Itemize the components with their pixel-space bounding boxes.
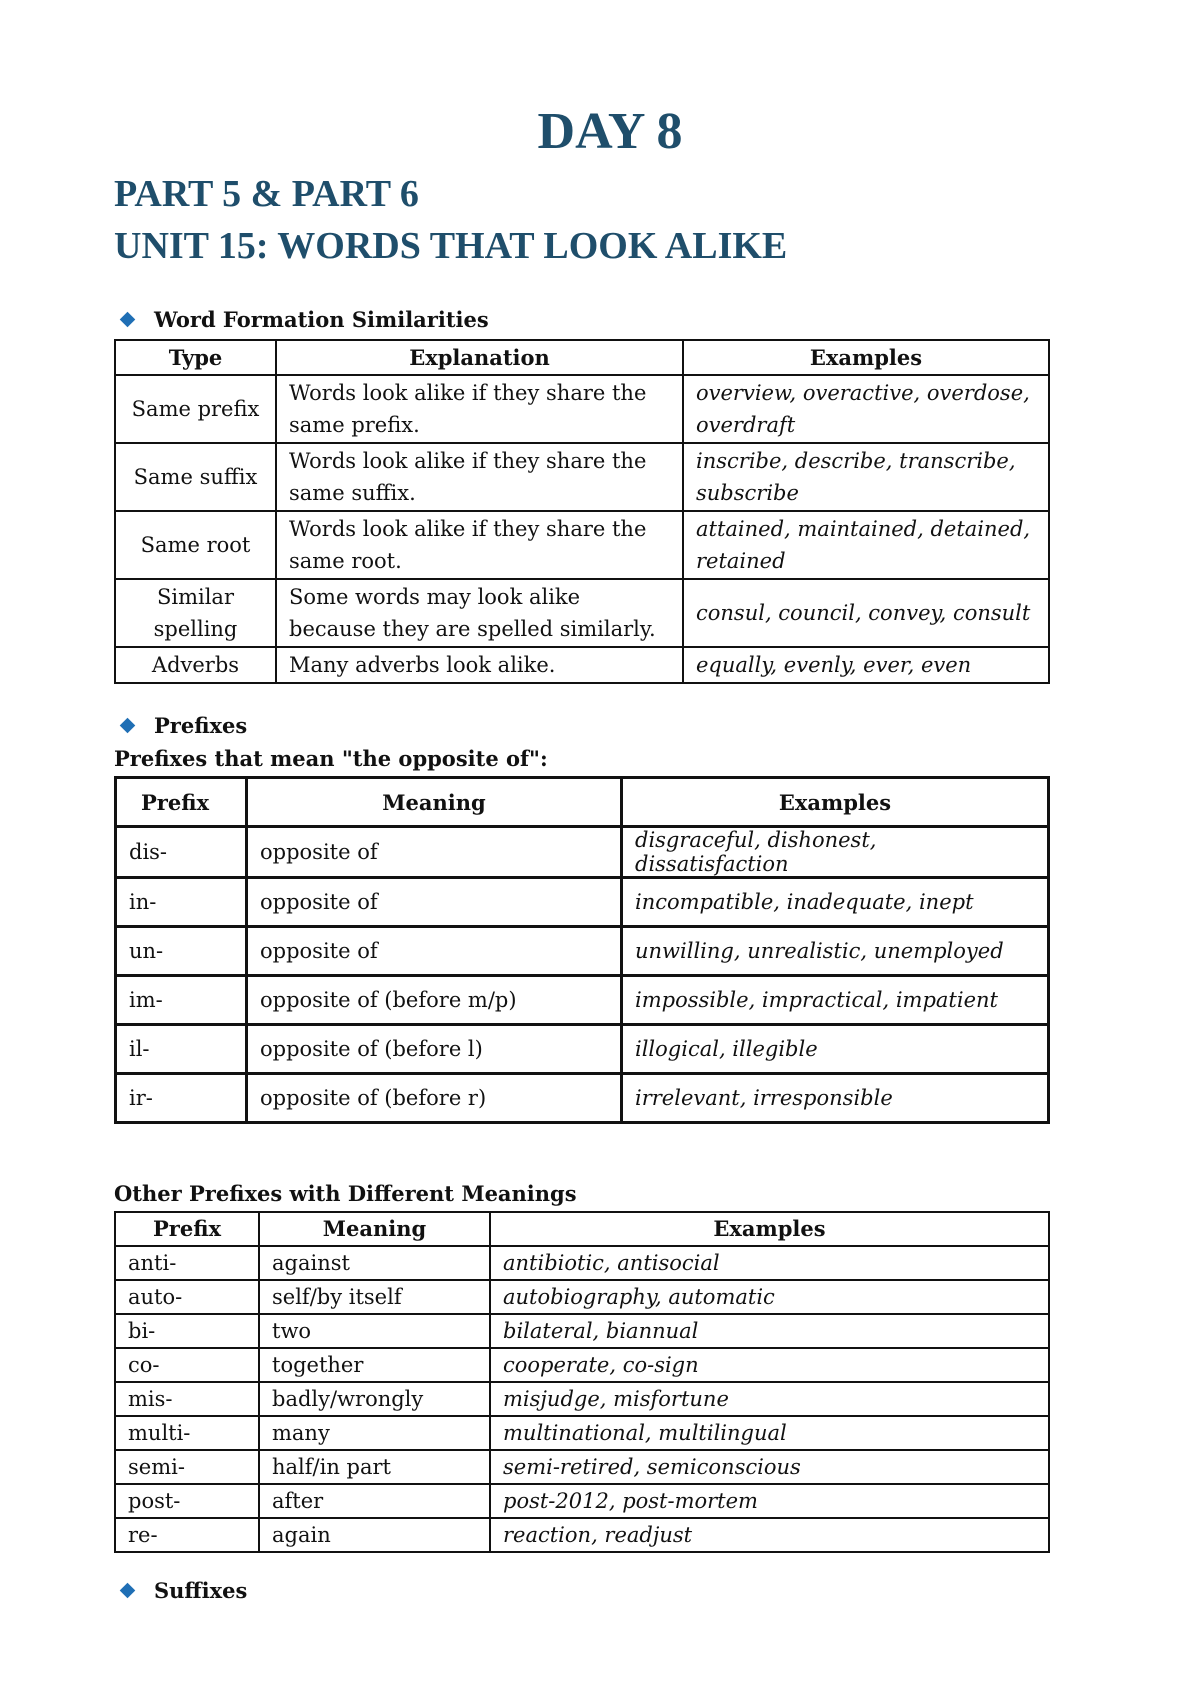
cell-examples: bilateral, biannual: [490, 1314, 1049, 1348]
cell-meaning: half/in part: [259, 1450, 490, 1484]
table-row: [116, 878, 1049, 927]
header-prefix: Prefix: [116, 778, 247, 827]
section-heading-prefixes: [122, 713, 247, 738]
cell-examples: illogical, illegible: [622, 1025, 1049, 1074]
cell-examples: multinational, multilingual: [490, 1416, 1049, 1450]
table-header-row: [115, 1212, 1049, 1246]
cell-prefix: semi-: [115, 1450, 259, 1484]
cell-examples: consul, council, convey, consult: [683, 579, 1049, 647]
cell-prefix: post-: [115, 1484, 259, 1518]
cell-type: Similar spelling: [115, 579, 276, 647]
table-row: [115, 647, 1049, 683]
cell-explanation: Words look alike if they share the same suffix.: [276, 443, 683, 511]
part-title: PART 5 & PART 6: [114, 173, 419, 215]
table-header-row: [116, 778, 1049, 827]
cell-meaning: badly/wrongly: [259, 1382, 490, 1416]
cell-prefix: bi-: [115, 1314, 259, 1348]
cell-prefix: multi-: [115, 1416, 259, 1450]
cell-prefix: im-: [116, 976, 247, 1025]
day-title: DAY 8: [537, 103, 683, 160]
opposite-prefixes-table: [114, 776, 1050, 1124]
section-heading-text: Suffixes: [154, 1578, 248, 1603]
cell-examples: misjudge, misfortune: [490, 1382, 1049, 1416]
cell-meaning: after: [259, 1484, 490, 1518]
header-examples: Examples: [683, 340, 1049, 375]
table-header-row: [115, 340, 1049, 375]
table-row: [116, 927, 1049, 976]
cell-meaning: self/by itself: [259, 1280, 490, 1314]
part-unit-title: [114, 168, 787, 272]
table-row: [115, 1348, 1049, 1382]
word-formation-table: [114, 339, 1050, 684]
cell-prefix: un-: [116, 927, 247, 976]
other-prefixes-table: [114, 1211, 1050, 1553]
header-examples: Examples: [622, 778, 1049, 827]
cell-examples: unwilling, unrealistic, unemployed: [622, 927, 1049, 976]
cell-meaning: opposite of: [247, 878, 622, 927]
table-row: [115, 579, 1049, 647]
unit-title: UNIT 15: WORDS THAT LOOK ALIKE: [114, 225, 788, 267]
cell-type: Same suffix: [115, 443, 276, 511]
table-row: [115, 375, 1049, 443]
cell-meaning: together: [259, 1348, 490, 1382]
cell-examples: antibiotic, antisocial: [490, 1246, 1049, 1280]
cell-examples: inscribe, describe, transcribe, subscribe: [683, 443, 1049, 511]
cell-examples: cooperate, co-sign: [490, 1348, 1049, 1382]
cell-meaning: opposite of: [247, 827, 622, 878]
section-heading-text: Prefixes: [154, 713, 248, 738]
header-type: Type: [115, 340, 276, 375]
table-row: [115, 1416, 1049, 1450]
cell-type: Adverbs: [115, 647, 276, 683]
diamond-bullet-icon: [120, 312, 136, 328]
table-row: [115, 1246, 1049, 1280]
cell-examples: overview, overactive, overdose, overdraft: [683, 375, 1049, 443]
header-meaning: Meaning: [247, 778, 622, 827]
cell-prefix: mis-: [115, 1382, 259, 1416]
header-prefix: Prefix: [115, 1212, 259, 1246]
cell-explanation: Words look alike if they share the same prefix.: [276, 375, 683, 443]
cell-type: Same root: [115, 511, 276, 579]
table-row: [115, 1280, 1049, 1314]
cell-meaning: against: [259, 1246, 490, 1280]
cell-examples: autobiography, automatic: [490, 1280, 1049, 1314]
other-prefixes-subheading: Other Prefixes with Different Meanings: [114, 1181, 577, 1206]
cell-meaning: opposite of: [247, 927, 622, 976]
cell-prefix: dis-: [116, 827, 247, 878]
table-row: [115, 511, 1049, 579]
cell-meaning: again: [259, 1518, 490, 1552]
table-row: [116, 827, 1049, 878]
cell-prefix: re-: [115, 1518, 259, 1552]
header-explanation: Explanation: [276, 340, 683, 375]
table-row: [116, 976, 1049, 1025]
cell-examples: irrelevant, irresponsible: [622, 1074, 1049, 1123]
cell-examples: incompatible, inadequate, inept: [622, 878, 1049, 927]
cell-prefix: il-: [116, 1025, 247, 1074]
cell-examples: impossible, impractical, impatient: [622, 976, 1049, 1025]
table-row: [115, 1484, 1049, 1518]
cell-meaning: many: [259, 1416, 490, 1450]
diamond-bullet-icon: [120, 1583, 136, 1599]
cell-prefix: auto-: [115, 1280, 259, 1314]
cell-prefix: ir-: [116, 1074, 247, 1123]
section-heading-word-formation: [122, 307, 489, 332]
cell-explanation: Some words may look alike because they are spelled similarly.: [276, 579, 683, 647]
cell-examples: semi-retired, semiconscious: [490, 1450, 1049, 1484]
cell-examples: equally, evenly, ever, even: [683, 647, 1049, 683]
cell-meaning: two: [259, 1314, 490, 1348]
cell-explanation: Words look alike if they share the same root.: [276, 511, 683, 579]
cell-examples: reaction, readjust: [490, 1518, 1049, 1552]
cell-meaning: opposite of (before m/p): [247, 976, 622, 1025]
table-row: [115, 443, 1049, 511]
header-examples: Examples: [490, 1212, 1049, 1246]
table-row: [115, 1314, 1049, 1348]
cell-meaning: opposite of (before l): [247, 1025, 622, 1074]
cell-prefix: anti-: [115, 1246, 259, 1280]
section-heading-suffixes: [122, 1578, 247, 1603]
table-row: [116, 1025, 1049, 1074]
cell-type: Same prefix: [115, 375, 276, 443]
header-meaning: Meaning: [259, 1212, 490, 1246]
table-row: [115, 1450, 1049, 1484]
table-row: [116, 1074, 1049, 1123]
cell-explanation: Many adverbs look alike.: [276, 647, 683, 683]
diamond-bullet-icon: [120, 718, 136, 734]
cell-examples: attained, maintained, detained, retained: [683, 511, 1049, 579]
cell-meaning: opposite of (before r): [247, 1074, 622, 1123]
cell-prefix: co-: [115, 1348, 259, 1382]
table-row: [115, 1382, 1049, 1416]
cell-examples: post-2012, post-mortem: [490, 1484, 1049, 1518]
table-row: [115, 1518, 1049, 1552]
cell-examples: disgraceful, dishonest, dissatisfaction: [622, 827, 1049, 878]
cell-prefix: in-: [116, 878, 247, 927]
opposite-prefixes-subheading: Prefixes that mean "the opposite of":: [114, 746, 548, 771]
section-heading-text: Word Formation Similarities: [154, 307, 489, 332]
